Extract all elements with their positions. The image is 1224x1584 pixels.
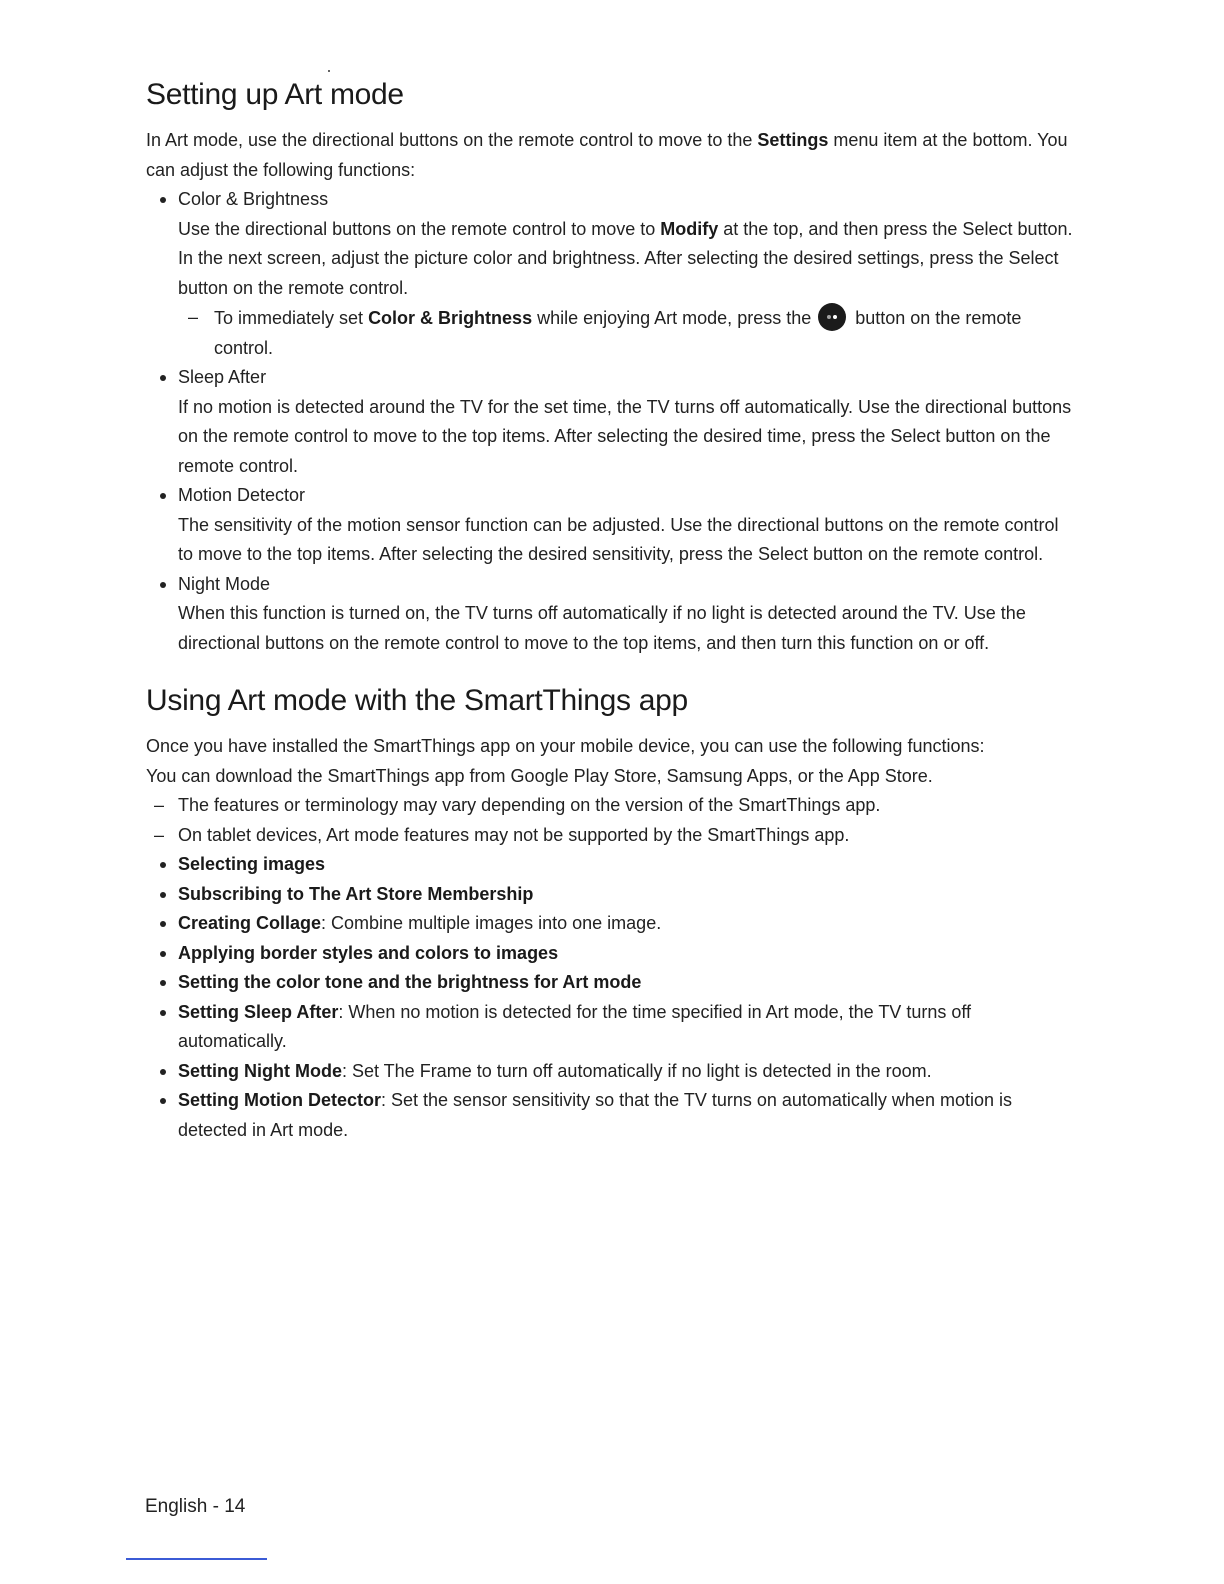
list-item-sleep-after: Sleep After If no motion is detected around the TV for the set time, the TV turns off automatically. Use the directional buttons on the remote control to move to the top items. After selecting the desired time, press the Select button on the remote control. xyxy=(146,363,1076,481)
section2-intro-1: Once you have installed the SmartThings app on your mobile device, you can use the following functions: xyxy=(146,736,985,756)
list-item-desc: When this function is turned on, the TV turns off automatically if no light is detected around the TV. Use the directional buttons on the remote control to move to the top items, and then turn this function on or off. xyxy=(178,603,1026,653)
section2-intro-2: You can download the SmartThings app from Google Play Store, Samsung Apps, or the App Store. xyxy=(146,765,933,786)
list-item: Setting Sleep After: When no motion is detected for the time specified in Art mode, the TV turns off automatically. xyxy=(146,998,1076,1057)
list-item: Setting the color tone and the brightness for Art mode xyxy=(146,968,1076,998)
list-item-night-mode: Night Mode When this function is turned on, the TV turns off automatically if no light is detected around the TV. Use the directional buttons on the remote control to move to the top items, and then turn this function on or off. xyxy=(146,570,1076,659)
list-item-color-brightness: Color & Brightness Use the directional buttons on the remote control to move to Modify at the top, and then press the Select button. In the next screen, adjust the picture color and brightness. After selecting the desired settings, press the Select button on the remote control. – To immediately set Color & Brightness while enjoying Art mode, press the button on the remote control. xyxy=(146,185,1076,363)
section-title-setting-up-art-mode: Setting up Art mode xyxy=(146,78,404,111)
note-tablet: – On tablet devices, Art mode features may not be supported by the SmartThings app. xyxy=(146,821,1076,851)
note-color-brightness-shortcut: – To immediately set Color & Brightness while enjoying Art mode, press the button on the remote control. xyxy=(178,303,1076,363)
list-item: Subscribing to The Art Store Membership xyxy=(146,880,1076,910)
list-item-desc: If no motion is detected around the TV for the set time, the TV turns off automatically. Use the directional buttons on the remote control to move to the top items. After selecting the desired time, press the Select button on the remote control. xyxy=(178,396,1072,476)
remote-color-button-icon xyxy=(818,303,846,331)
section1-intro: In Art mode, use the directional buttons on the remote control to move to the Settings menu item at the bottom. You can adjust the following functions: xyxy=(146,130,1068,180)
art-mode-settings-list xyxy=(146,185,1076,658)
list-item: Setting Night Mode: Set The Frame to turn off automatically if no light is detected in the room. xyxy=(146,1057,1076,1087)
note-terminology: – The features or terminology may vary depending on the version of the SmartThings app. xyxy=(146,791,1076,821)
footer-divider xyxy=(126,1558,267,1560)
list-item: Setting Motion Detector: Set the sensor sensitivity so that the TV turns on automatically when motion is detected in Art mode. xyxy=(146,1086,1076,1145)
smartthings-functions-list xyxy=(146,850,1076,1145)
page-content xyxy=(146,68,1076,1145)
list-item: Applying border styles and colors to images xyxy=(146,939,1076,969)
list-item-desc: Use the directional buttons on the remote control to move to Modify at the top, and then press the Select button. In the next screen, adjust the picture color and brightness. After selecting the desired settings, press the Select button on the remote control. xyxy=(178,218,1073,298)
section-title-smartthings-app: Using Art mode with the SmartThings app xyxy=(146,684,688,717)
list-item-desc: The sensitivity of the motion sensor function can be adjusted. Use the directional buttons on the remote control to move to the top items. After selecting the desired sensitivity, press the Select button on the remote control. xyxy=(178,514,1059,564)
page-number: English - 14 xyxy=(145,1496,246,1517)
list-item-motion-detector: Motion Detector The sensitivity of the motion sensor function can be adjusted. Use the directional buttons on the remote control to move to the top items. After selecting the desired sensitivity, press the Select button on the remote control. xyxy=(146,481,1076,570)
list-item: Creating Collage: Combine multiple images into one image. xyxy=(146,909,1076,939)
list-item: Selecting images xyxy=(146,850,1076,880)
